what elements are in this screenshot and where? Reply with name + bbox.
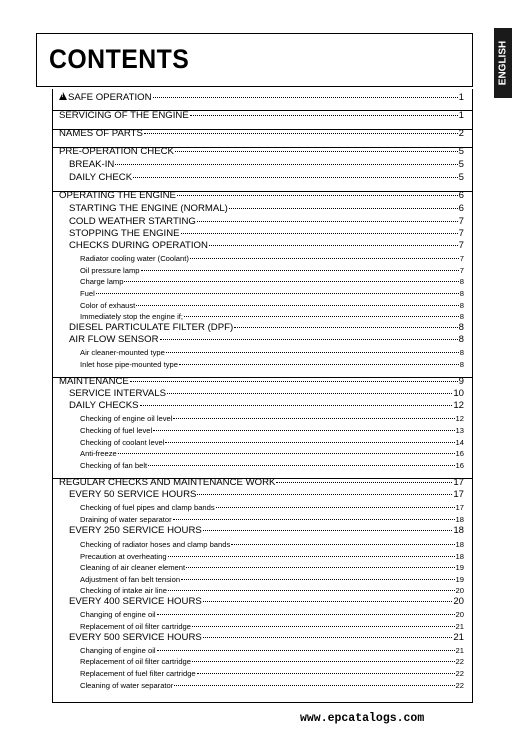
- toc-entry-text: Checking of engine oil level: [80, 414, 173, 424]
- dot-leader: [197, 221, 458, 222]
- toc-entry[interactable]: [69, 229, 464, 239]
- toc-page-number: 22: [455, 669, 464, 679]
- toc-page-number: 22: [455, 657, 464, 667]
- dot-leader: [157, 614, 455, 615]
- toc-page-number: 7: [458, 228, 464, 240]
- toc-entry-text: NAMES OF PARTS: [59, 128, 143, 140]
- dot-leader: [148, 465, 454, 466]
- dot-leader: [124, 281, 458, 282]
- dot-leader: [157, 650, 455, 651]
- toc-entry-label: [80, 623, 191, 631]
- dot-leader: [174, 685, 454, 686]
- toc-entry-label: [80, 450, 117, 458]
- toc-entry-text: Radiator cooling water (Coolant): [80, 254, 189, 264]
- dot-leader: [168, 590, 455, 591]
- toc-page-number: 20: [455, 610, 464, 620]
- toc-entry[interactable]: [59, 478, 464, 488]
- toc-page-number: 7: [459, 266, 464, 276]
- toc-entry-text: Anti-freeze: [80, 449, 117, 459]
- toc-entry[interactable]: [69, 633, 464, 643]
- toc-entry[interactable]: [59, 191, 464, 201]
- toc-page-number: 13: [455, 426, 464, 436]
- toc-entry-label: [80, 302, 135, 310]
- toc-page-number: 8: [459, 360, 464, 370]
- toc-entry-label: [80, 587, 167, 595]
- toc-entry[interactable]: [59, 377, 464, 387]
- toc-entry-text: Cleaning of water separator: [80, 681, 174, 691]
- toc-entry[interactable]: [80, 670, 464, 678]
- toc-page-number: 18: [455, 515, 464, 525]
- dot-leader: [192, 626, 455, 627]
- toc-page-number: 18: [455, 540, 464, 550]
- toc-entry-text: OPERATING THE ENGINE: [59, 190, 176, 202]
- toc-entry[interactable]: [69, 490, 464, 500]
- dot-leader: [133, 177, 458, 178]
- toc-page-number: 5: [458, 146, 464, 158]
- warning-icon: [59, 92, 67, 100]
- toc-entry-text: STARTING THE ENGINE (NORMAL): [69, 203, 228, 215]
- toc-page-number: 20: [453, 596, 464, 608]
- toc-entry-text: REGULAR CHECKS AND MAINTENANCE WORK: [59, 477, 276, 489]
- toc-entry[interactable]: [80, 564, 464, 572]
- toc-entry-label: [80, 349, 165, 357]
- dot-leader: [140, 405, 453, 406]
- language-tab-label: ENGLISH: [497, 40, 509, 86]
- toc-entry-text: PRE-OPERATION CHECK: [59, 146, 174, 158]
- dot-leader: [175, 151, 458, 152]
- toc-page-number: 8: [459, 277, 464, 287]
- toc-entry[interactable]: [69, 597, 464, 607]
- dot-leader: [234, 327, 457, 328]
- toc-entry-label: [69, 204, 228, 214]
- toc-entry-text: Adjustment of fan belt tension: [80, 575, 181, 585]
- dot-leader: [153, 97, 458, 98]
- toc-entry[interactable]: [69, 241, 464, 251]
- toc-entry-text: AIR FLOW SENSOR: [69, 334, 159, 346]
- toc-entry[interactable]: [59, 129, 464, 139]
- toc-entry-text: Cleaning of air cleaner element: [80, 563, 186, 573]
- toc-page-number: 7: [458, 240, 464, 252]
- toc-entry[interactable]: [80, 576, 464, 584]
- contents-title-box: [36, 33, 473, 87]
- toc-entry-label: [80, 361, 178, 369]
- toc-page-number: 6: [458, 190, 464, 202]
- toc-page-number: 21: [453, 632, 464, 644]
- toc-entry[interactable]: [69, 173, 464, 183]
- dot-leader: [168, 556, 455, 557]
- toc-entry-label: [80, 553, 167, 561]
- toc-entry-text: Changing of engine oil: [80, 646, 156, 656]
- toc-entry-text: Checking of radiator hoses and clamp bands: [80, 540, 231, 550]
- toc-entry-label: [80, 290, 95, 298]
- toc-entry[interactable]: [80, 516, 464, 524]
- toc-entry[interactable]: [69, 160, 464, 170]
- dot-leader: [177, 195, 458, 196]
- dot-leader: [173, 519, 455, 520]
- toc-entry-text: CHECKS DURING OPERATION: [69, 240, 208, 252]
- toc-entry-label: [69, 490, 196, 500]
- toc-entry-label: [80, 504, 215, 512]
- toc-entry[interactable]: [80, 450, 464, 458]
- toc-page-number: 8: [459, 348, 464, 358]
- toc-entry[interactable]: [80, 427, 464, 435]
- toc-page-number: 7: [458, 216, 464, 228]
- toc-entry-text: Precaution at overheating: [80, 552, 167, 562]
- toc-entry-text: SERVICE INTERVALS: [69, 388, 167, 400]
- toc-page-number: 5: [458, 172, 464, 184]
- toc-page-number: 6: [458, 203, 464, 215]
- toc-entry-text: COLD WEATHER STARTING: [69, 216, 196, 228]
- toc-entry[interactable]: [80, 647, 464, 655]
- toc-entry[interactable]: [59, 147, 464, 157]
- toc-entry[interactable]: [80, 302, 464, 310]
- toc-page-number: 10: [453, 388, 464, 400]
- toc-entry[interactable]: [80, 658, 464, 666]
- dot-leader: [153, 430, 454, 431]
- toc-entry-text: Checking of fuel level: [80, 426, 153, 436]
- toc-page-number: 22: [455, 681, 464, 691]
- toc-entry-label: [59, 129, 143, 139]
- toc-entry-text: Checking of coolant level: [80, 438, 165, 448]
- toc-entry[interactable]: [80, 623, 464, 631]
- toc-page-number: 16: [455, 461, 464, 471]
- toc-entry-label: [80, 427, 152, 435]
- toc-entry-label: [80, 313, 183, 321]
- toc-entry-text: BREAK-IN: [69, 159, 115, 171]
- dot-leader: [184, 316, 459, 317]
- toc-entry[interactable]: [80, 611, 464, 619]
- toc-entry-label: [69, 526, 202, 536]
- watermark: www.epcatalogs.com: [300, 712, 425, 725]
- toc-entry-label: [69, 323, 233, 333]
- toc-entry[interactable]: [59, 92, 464, 103]
- toc-entry[interactable]: [80, 278, 464, 286]
- dot-leader: [197, 673, 455, 674]
- toc-page-number: 14: [455, 438, 464, 448]
- toc-entry[interactable]: [80, 439, 464, 447]
- dot-leader: [160, 339, 458, 340]
- toc-page-number: 8: [458, 334, 464, 346]
- toc-entry[interactable]: [80, 290, 464, 298]
- toc-entry-label: [59, 191, 176, 201]
- toc-entry[interactable]: [69, 389, 464, 399]
- toc-entry[interactable]: [80, 553, 464, 561]
- dot-leader: [173, 418, 454, 419]
- toc-entry-text: Replacement of oil filter cartridge: [80, 622, 192, 632]
- toc-entry[interactable]: [80, 462, 464, 470]
- dot-leader: [181, 579, 455, 580]
- toc-entry-label: [69, 401, 139, 411]
- toc-entry-text: Replacement of oil filter cartridge: [80, 657, 192, 667]
- dot-leader: [166, 352, 459, 353]
- toc-entry-text: STOPPING THE ENGINE: [69, 228, 180, 240]
- toc-entry-text: Inlet hose pipe-mounted type: [80, 360, 178, 370]
- toc-page-number: 21: [455, 622, 464, 632]
- toc-entry-text: EVERY 50 SERVICE HOURS: [69, 489, 197, 501]
- toc-page-number: 20: [455, 586, 464, 596]
- toc-entry[interactable]: [69, 335, 464, 345]
- toc-entry[interactable]: [80, 361, 464, 369]
- toc-page-number: 12: [455, 414, 464, 424]
- toc-entry-label: [69, 389, 166, 399]
- toc-entry[interactable]: [80, 415, 464, 423]
- dot-leader: [203, 601, 453, 602]
- toc-page-number: 5: [458, 159, 464, 171]
- toc-page-number: 17: [453, 489, 464, 501]
- toc-entry-text: SERVICING OF THE ENGINE: [59, 110, 189, 122]
- toc-page-number: 9: [458, 376, 464, 388]
- dot-leader: [231, 544, 454, 545]
- toc-page-number: 2: [458, 128, 464, 140]
- page-title: CONTENTS: [49, 44, 190, 74]
- toc-entry-label: [69, 160, 114, 170]
- toc-entry-label: [80, 462, 147, 470]
- dot-leader: [190, 258, 459, 259]
- dot-leader: [216, 507, 455, 508]
- toc-entry-text: SAFE OPERATION: [68, 92, 152, 104]
- toc-entry[interactable]: [69, 323, 464, 333]
- toc-entry[interactable]: [80, 349, 464, 357]
- toc-entry-label: [80, 516, 172, 524]
- dot-leader: [130, 381, 458, 382]
- toc-entry-text: Air cleaner-mounted type: [80, 348, 165, 358]
- toc-entry-label: [69, 335, 159, 345]
- dot-leader: [209, 245, 458, 246]
- toc-entry[interactable]: [80, 682, 464, 690]
- toc-entry-label: [69, 241, 208, 251]
- toc-entry-text: Checking of fan belt: [80, 461, 148, 471]
- dot-leader: [229, 208, 458, 209]
- toc-entry-text: MAINTENANCE: [59, 376, 129, 388]
- toc-entry[interactable]: [80, 587, 464, 595]
- toc-entry-label: [80, 278, 123, 286]
- toc-entry[interactable]: [69, 204, 464, 214]
- toc-entry-text: EVERY 250 SERVICE HOURS: [69, 525, 202, 537]
- dot-leader: [144, 133, 458, 134]
- toc-entry-label: [80, 255, 189, 263]
- dot-leader: [181, 233, 458, 234]
- toc-entry[interactable]: [80, 504, 464, 512]
- toc-entry-label: [69, 229, 180, 239]
- toc-entry-text: Checking of fuel pipes and clamp bands: [80, 503, 215, 513]
- toc-entry-label: [69, 173, 132, 183]
- toc-entry[interactable]: [69, 526, 464, 536]
- dot-leader: [136, 305, 458, 306]
- toc-page-number: 18: [453, 525, 464, 537]
- toc-page-number: 18: [455, 552, 464, 562]
- toc-page-number: 7: [459, 254, 464, 264]
- toc-page-number: 1: [458, 92, 464, 104]
- dot-leader: [203, 637, 453, 638]
- toc-entry[interactable]: [80, 255, 464, 263]
- toc-entry-text: Charge lamp: [80, 277, 124, 287]
- toc-page-number: 19: [455, 563, 464, 573]
- toc-entry[interactable]: [80, 541, 464, 549]
- toc-entry-label: [80, 576, 180, 584]
- toc-entry-text: EVERY 500 SERVICE HOURS: [69, 632, 202, 644]
- dot-leader: [115, 164, 457, 165]
- toc-entry[interactable]: [80, 267, 464, 275]
- toc-entry-label: [80, 670, 196, 678]
- toc-entry-label: [69, 217, 196, 227]
- toc-page-number: 1: [458, 110, 464, 122]
- dot-leader: [186, 567, 454, 568]
- toc-page-number: 12: [453, 400, 464, 412]
- toc-entry-label: [59, 147, 174, 157]
- toc-entry-text: Oil pressure lamp: [80, 266, 140, 276]
- toc-entry-label: [80, 541, 230, 549]
- toc-entry-label: [59, 111, 189, 121]
- toc-entry[interactable]: [80, 313, 464, 321]
- toc-page-number: 19: [455, 575, 464, 585]
- toc-entry-label: [59, 92, 152, 103]
- toc-entry[interactable]: [59, 111, 464, 121]
- dot-leader: [96, 293, 459, 294]
- toc-entry-text: DAILY CHECKS: [69, 400, 139, 412]
- toc-page-number: 8: [458, 322, 464, 334]
- dot-leader: [167, 393, 452, 394]
- toc-page-number: 17: [455, 503, 464, 513]
- toc-entry[interactable]: [69, 401, 464, 411]
- dot-leader: [141, 270, 459, 271]
- toc-entry-label: [80, 658, 191, 666]
- toc-page-number: 8: [459, 301, 464, 311]
- toc-entry-text: Changing of engine oil: [80, 610, 156, 620]
- toc-entry-text: Replacement of fuel filter cartridge: [80, 669, 196, 679]
- toc-entry-label: [59, 377, 129, 387]
- toc-entry[interactable]: [69, 217, 464, 227]
- toc-entry-text: DIESEL PARTICULATE FILTER (DPF): [69, 322, 234, 334]
- toc-entry-text: Immediately stop the engine if;: [80, 312, 183, 322]
- dot-leader: [190, 115, 458, 116]
- toc-page-number: 8: [459, 289, 464, 299]
- dot-leader: [179, 364, 459, 365]
- toc-entry-label: [80, 611, 156, 619]
- toc-entry-text: Fuel: [80, 289, 95, 299]
- dot-leader: [192, 661, 455, 662]
- dot-leader: [197, 494, 452, 495]
- toc-entry-label: [80, 267, 140, 275]
- toc-entry-label: [59, 478, 275, 488]
- toc-entry-label: [80, 439, 164, 447]
- toc-entry-label: [69, 633, 202, 643]
- dot-leader: [118, 453, 455, 454]
- toc-entry-label: [80, 682, 173, 690]
- toc-entry-text: Draining of water separator: [80, 515, 172, 525]
- toc-entry-label: [80, 647, 156, 655]
- toc-entry-label: [69, 597, 202, 607]
- dot-leader: [203, 530, 453, 531]
- toc-page-number: 21: [455, 646, 464, 656]
- toc-entry-text: EVERY 400 SERVICE HOURS: [69, 596, 202, 608]
- toc-entry-label: [80, 564, 185, 572]
- toc-entry-text: Color of exhaust: [80, 301, 136, 311]
- toc-entry-label: [80, 415, 172, 423]
- toc-entry-text: Checking of intake air line: [80, 586, 167, 596]
- dot-leader: [165, 442, 454, 443]
- toc-page-number: 16: [455, 449, 464, 459]
- toc-entry-text: DAILY CHECK: [69, 172, 133, 184]
- toc-page-number: 8: [459, 312, 464, 322]
- toc-page-number: 17: [453, 477, 464, 489]
- dot-leader: [276, 482, 452, 483]
